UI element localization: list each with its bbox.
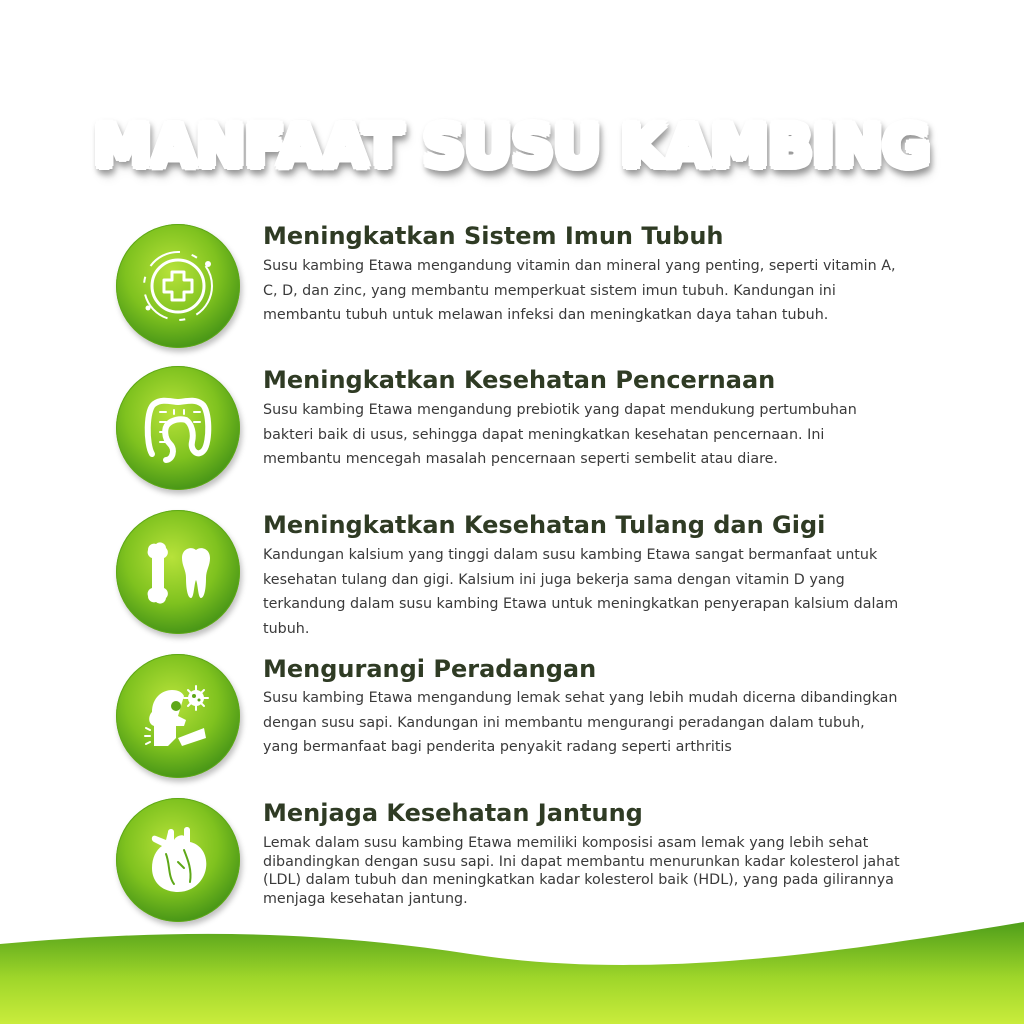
badge — [116, 798, 240, 922]
badge — [116, 654, 240, 778]
green-wave-decoration — [0, 910, 1024, 1024]
benefit-text: Susu kambing Etawa mengandung lemak sehat yang lebih mudah dicerna dibandingkan dengan susu sapi. Kandungan ini membantu mengurangi peradangan dalam tubuh, yang bermanfaat bagi penderita penyakit radang seperti arthritis — [263, 690, 898, 755]
bone-tooth-icon — [138, 532, 218, 612]
benefit-text: Lemak dalam susu kambing Etawa memiliki komposisi asam lemak yang lebih sehat dibandingkan dengan susu sapi. Ini dapat membantu menurunkan kadar kolesterol jahat (LDL) dalam tubuh dan meningkatkan kadar kolesterol baik (HDL), yang pada gilirannya menjaga kesehatan jantung. — [263, 835, 900, 907]
badge — [116, 224, 240, 348]
page-title: MANFAAT SUSU KAMBING — [0, 112, 1024, 180]
inflammation-icon — [138, 676, 218, 756]
benefit-title: Mengurangi Peradangan — [263, 655, 597, 683]
benefit-title: Menjaga Kesehatan Jantung — [263, 799, 643, 827]
benefit-title: Meningkatkan Kesehatan Pencernaan — [263, 366, 776, 394]
benefit-text: Susu kambing Etawa mengandung prebiotik yang dapat mendukung pertumbuhan bakteri baik di usus, sehingga dapat meningkatkan kesehatan pencernaan. Ini membantu mencegah masalah pencernaan seperti sembelit atau diare. — [263, 402, 857, 467]
benefit-text: Susu kambing Etawa mengandung vitamin dan mineral yang penting, seperti vitamin A, C, D, dan zinc, yang membantu memperkuat sistem imun tubuh. Kandungan ini membantu tubuh untuk melawan infeksi dan meningkatkan daya tahan tubuh. — [263, 258, 896, 323]
benefit-text: Kandungan kalsium yang tinggi dalam susu kambing Etawa sangat bermanfaat untuk kesehatan tulang dan gigi. Kalsium ini juga bekerja sama dengan vitamin D yang terkandung dalam susu kambing Etawa untuk meningkatkan penyerapan kalsium dalam tubuh. — [263, 547, 899, 637]
badge — [116, 510, 240, 634]
intestine-icon — [138, 388, 218, 468]
benefit-title: Meningkatkan Kesehatan Tulang dan Gigi — [263, 511, 826, 539]
benefit-title: Meningkatkan Sistem Imun Tubuh — [263, 222, 724, 250]
badge — [116, 366, 240, 490]
medical-cross-icon — [138, 246, 218, 326]
heart-icon — [138, 820, 218, 900]
